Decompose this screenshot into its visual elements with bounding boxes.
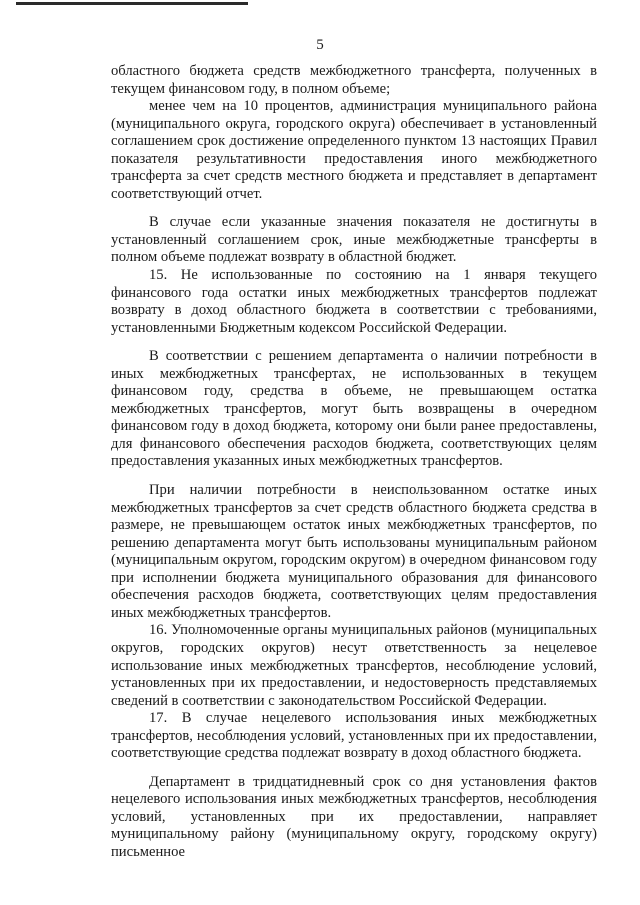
- page-number: 5: [316, 37, 324, 53]
- paragraph: 16. Уполномоченные органы муниципальных районов (муниципальных округов, городских округов) несут ответственность за нецелевое использование иных межбюджетных трансфертов, несоблюдение условий, установленных при их предоставлении, и недостоверность представляемых сведений в соответствии с законодательством Российской Федерации.: [111, 622, 597, 709]
- paragraph: В соответствии с решением департамента о наличии потребности в иных межбюджетных трансфертах, не использованных в текущем финансовом году, средства в объеме, не превышающем остатка межбюджетных трансфертов, могут быть возвращены в очередном финансовом году в доход бюджета, которому они были ранее предоставлены, для финансового обеспечения расходов бюджета, соответствующих целям предоставления указанных иных межбюджетных трансфертов.: [111, 348, 597, 470]
- document-body: [111, 63, 597, 862]
- paragraph: В случае если указанные значения показателя не достигнуты в установленный соглашением срок, иные межбюджетные трансферты в полном объеме подлежат возврату в областной бюджет.: [111, 214, 597, 266]
- paragraph: менее чем на 10 процентов, администрация муниципального района (муниципального округа, городского округа) обеспечивает в установленный соглашением срок достижение определенного пунктом 13 настоящих Правил показателя результативности предоставления иного межбюджетного трансферта за счет средств местного бюджета и представляет в департамент соответствующий отчет.: [111, 98, 597, 202]
- paragraph: 17. В случае нецелевого использования иных межбюджетных трансфертов, несоблюдения условий, установленных при их предоставлении, соответствующие средства подлежат возврату в доход областного бюджета.: [111, 710, 597, 762]
- top-rule: [16, 2, 248, 5]
- paragraph: 15. Не использованные по состоянию на 1 января текущего финансового года остатки иных межбюджетных трансфертов подлежат возврату в доход областного бюджета в соответствии с требованиями, установленными Бюджетным кодексом Российской Федерации.: [111, 267, 597, 336]
- paragraph: областного бюджета средств межбюджетного трансферта, полученных в текущем финансовом году, в полном объеме;: [111, 63, 597, 97]
- paragraph: Департамент в тридцатидневный срок со дня установления фактов нецелевого использования иных межбюджетных трансфертов, несоблюдения условий, установленных при их предоставлении, направляет муниципальному району (муниципальному округу, городскому округу) письменное: [111, 773, 597, 860]
- paragraph: При наличии потребности в неиспользованном остатке иных межбюджетных трансфертов за счет средств областного бюджета средства в размере, не превышающем остаток иных межбюджетных трансфертов, по решению департамента могут быть использованы муниципальным районом (муниципальным округом, городским округом) в очередном финансовом году при исполнении бюджета муниципального образования для финансового обеспечения расходов бюджета, соответствующих целям предоставления иных межбюджетных трансфертов.: [111, 482, 597, 621]
